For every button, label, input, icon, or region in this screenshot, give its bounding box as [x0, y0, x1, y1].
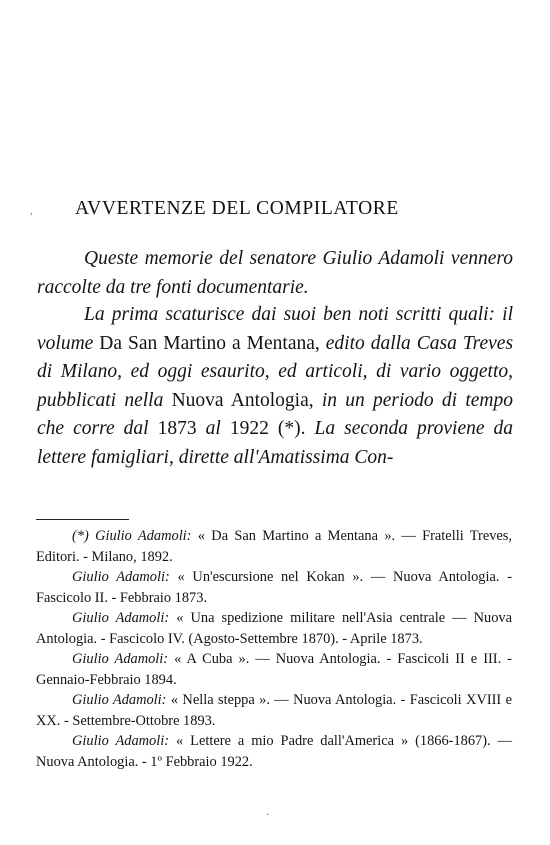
- page-title: AVVERTENZE DEL COMPILATORE: [75, 198, 399, 219]
- footnote-item: [36, 690, 512, 731]
- footnote-text: « Una spedizione militare nell'Asia centrale — Nuova Antologia. - Fascicolo IV. (Agosto-Settembre 1870). - Aprile 1873.: [36, 610, 512, 647]
- paragraph-2-part-5: in un periodo di tempo che corre dal: [37, 389, 514, 440]
- footnote-author: Giulio Adamoli:: [72, 610, 170, 626]
- footnote-text: « Da San Martino a Mentana ». — Fratelli Treves, Editori. - Milano, 1892.: [36, 528, 512, 565]
- footnote-text: « Nella steppa ». — Nuova Antologia. - Fascicoli XVIII e XX. - Settembre-Ottobre 1893.: [36, 692, 512, 729]
- footnote-text: « Un'escursione nel Kokan ». — Nuova Antologia. - Fascicolo II. - Febbraio 1873.: [36, 569, 512, 606]
- paragraph-2-part-9: La seconda proviene da lettere famigliari, dirette all'Amatissima Con-: [37, 418, 514, 468]
- paragraph-1: [37, 245, 513, 302]
- print-speck: ·: [266, 810, 270, 821]
- year-1873: 1873: [157, 418, 197, 440]
- footnote-item: [36, 567, 512, 608]
- footnote-author: Giulio Adamoli:: [72, 692, 167, 708]
- footnote-rule: [36, 519, 129, 520]
- footnote-item: [36, 608, 512, 649]
- footnote-text: « A Cuba ». — Nuova Antologia. - Fascicoli II e III. - Gennaio-Febbraio 1894.: [36, 651, 512, 688]
- footnote-item: [36, 649, 512, 690]
- footnote-author: (*) Giulio Adamoli:: [72, 528, 192, 544]
- footnote-item: [36, 731, 512, 772]
- footnote-author: Giulio Adamoli:: [72, 733, 170, 749]
- paragraph-1-text: Queste memorie del senatore Giulio Adamoli vennero raccolte da tre fonti documentarie.: [37, 248, 513, 298]
- book-title-da-san-martino: Da San Martino a Mentana,: [99, 332, 320, 354]
- paragraph-2-part-1: La prima scaturisce dai suoi ben noti scritti quali: il volume: [37, 304, 513, 354]
- print-speck: ,: [30, 206, 33, 217]
- footnote-text: « Lettere a mio Padre dall'America » (1866-1867). — Nuova Antologia. - 1º Febbraio 1922.: [36, 733, 512, 770]
- footnote-author: Giulio Adamoli:: [72, 651, 169, 667]
- journal-title-nuova-antologia: Nuova Antologia,: [171, 389, 314, 411]
- footnotes: [36, 526, 512, 772]
- paragraph-2: [37, 301, 513, 473]
- paragraph-2-part-3: edito dalla Casa Treves di Milano, ed oggi esaurito, ed articoli, di vario oggetto, pubblicati nella: [37, 332, 514, 411]
- footnote-author: Giulio Adamoli:: [72, 569, 170, 585]
- year-1922-footnote-ref: 1922 (*).: [229, 418, 306, 440]
- footnote-item: [36, 526, 512, 567]
- paragraph-2-part-7: al: [205, 418, 221, 440]
